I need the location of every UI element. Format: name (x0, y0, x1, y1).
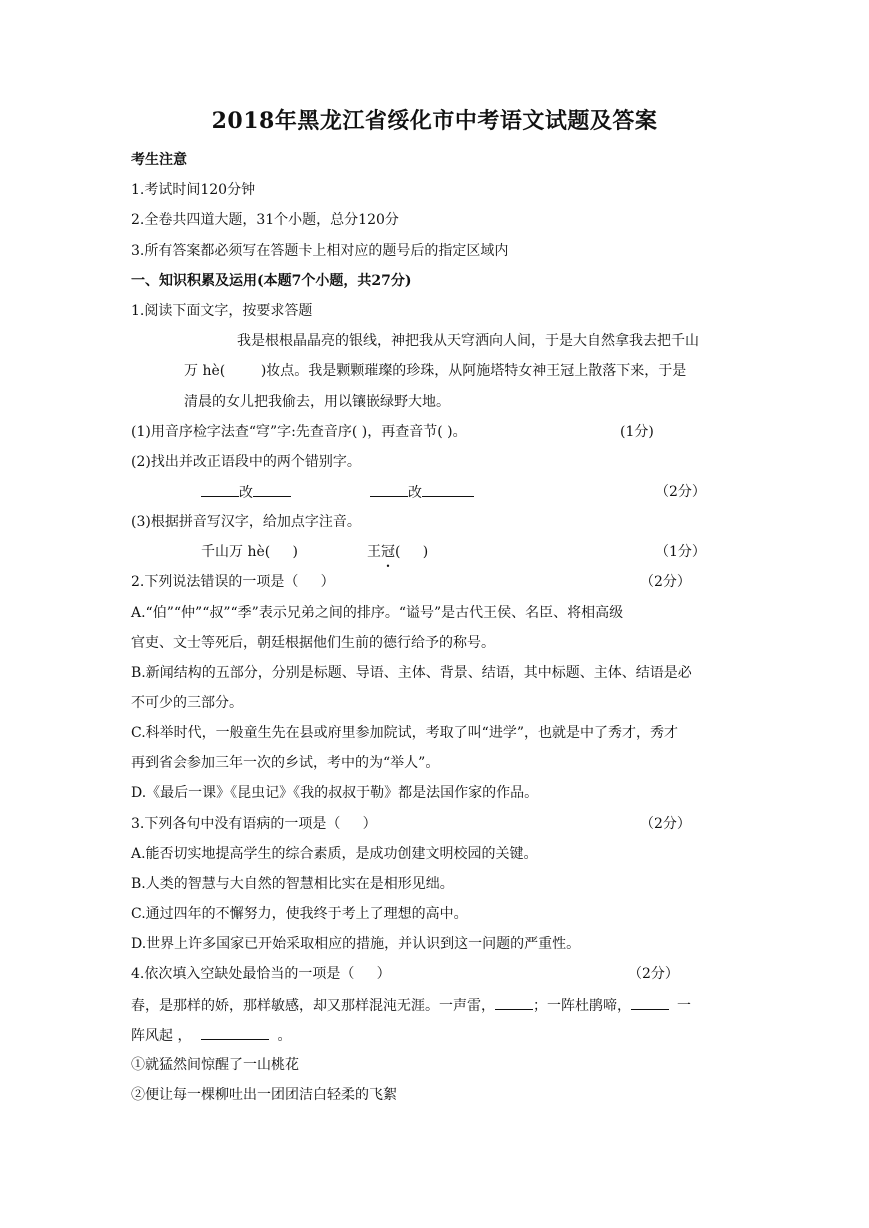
correction-blank-2 (370, 482, 474, 503)
q4-option: ②便让每一棵柳吐出一团团洁白轻柔的飞絮 (131, 1087, 397, 1103)
fill-blank (201, 1025, 269, 1040)
gai-label: 改 (408, 485, 422, 501)
q4-text-part: 春，是那样的娇，那样敏感，却又那样混沌无涯。一声雷， (131, 998, 495, 1014)
q4-text-part: ；一阵杜鹃啼， (533, 998, 631, 1014)
blank-line (201, 482, 239, 497)
q3-score: （2分） (640, 816, 691, 832)
q4-option: ①就猛然间惊醒了一山桃花 (131, 1057, 299, 1073)
q4-score: （2分） (628, 966, 679, 982)
correction-blank-1 (201, 482, 291, 503)
notice-heading: 考生注意 (131, 152, 187, 168)
q1-sub1: (1)用音序检字法查“穹”字:先查音序( )，再查音节( )。 (131, 424, 467, 440)
section-heading: 一、知识积累及运用(本题7个小题，共27分) (131, 273, 412, 289)
blank-line (422, 482, 474, 497)
dotted-char: 冠 (381, 544, 395, 560)
notice-item: 2.全卷共四道大题，31个小题，总分120分 (131, 212, 399, 228)
q3-option: C.通过四年的不懈努力，使我终于考上了理想的高中。 (131, 906, 468, 922)
passage-line: 我是根根晶晶亮的银线，神把我从天穹洒向人间，于是大自然拿我去把千山 (237, 333, 699, 349)
page-title: 2018年黑龙江省绥化市中考语文试题及答案 (211, 108, 658, 134)
q4-text-part: 。 (277, 1028, 292, 1044)
blank-line (370, 482, 408, 497)
q3-option: D.世界上许多国家已开始采取相应的措施，并认识到这一问题的严重性。 (131, 936, 581, 952)
question-2-stem: 2.下列说法错误的一项是（ ） (131, 574, 335, 590)
q1-sub3-a: 千山万 hè( ) (201, 544, 298, 560)
q4-text-part: 阵风起 ， (131, 1028, 192, 1044)
q4-text-line-2 (131, 1025, 291, 1046)
blank-line (253, 482, 291, 497)
q1-sub3: (3)根据拼音写汉字，给加点字注音。 (131, 514, 361, 530)
question-1-stem: 1.阅读下面文字，按要求答题 (131, 303, 313, 319)
q4-text-part: 一 (677, 998, 691, 1014)
q1-sub1-score: (1分) (620, 424, 654, 440)
q2-line: 再到省会参加三年一次的乡试，考中的为“举人”。 (131, 755, 440, 771)
q3-option: A.能否切实地提高学生的综合素质，是成功创建文明校园的关键。 (131, 846, 538, 862)
q2-score: （2分） (640, 574, 691, 590)
q2-line: B.新闻结构的五部分，分别是标题、导语、主体、背景、结语，其中标题、主体、结语是必 (131, 665, 692, 681)
q3-option: B.人类的智慧与大自然的智慧相比实在是相形见绌。 (131, 876, 454, 892)
q4-text-line-1 (131, 995, 691, 1016)
notice-item: 3.所有答案都必须写在答题卡上相对应的题号后的指定区域内 (131, 243, 509, 259)
fill-blank (631, 995, 669, 1010)
q2-line: 官吏、文士等死后，朝廷根据他们生前的德行给予的称号。 (131, 635, 495, 651)
q1-sub2-score: （2分） (655, 484, 706, 500)
q2-line: C.科举时代，一般童生先在县或府里参加院试，考取了叫“进学”，也就是中了秀才，秀才 (131, 725, 678, 741)
fill-blank (495, 995, 533, 1010)
passage-line: 清晨的女儿把我偷去，用以镶嵌绿野大地。 (184, 394, 450, 410)
q1-sub3-b (367, 542, 428, 562)
passage-line: 万 hè( )妆点。我是颗颗璀璨的珍珠，从阿施塔特女神王冠上散落下来，于是 (184, 363, 687, 379)
q2-line: 不可少的三部分。 (131, 695, 243, 711)
notice-item: 1.考试时间120分钟 (131, 182, 256, 198)
gai-label: 改 (239, 485, 253, 501)
q2-line: A.“伯”“仲”“叔”“季”表示兄弟之间的排序。“谥号”是古代王侯、名臣、将相高级 (131, 605, 624, 621)
question-3-stem: 3.下列各句中没有语病的一项是（ ） (131, 816, 377, 832)
q2-line: D.《最后一课》《昆虫记》《我的叔叔于勒》都是法国作家的作品。 (131, 785, 539, 801)
q1-sub3-b-pre: 王 (367, 544, 381, 560)
q1-sub3-b-post: ( ) (395, 544, 429, 560)
q1-sub2: (2)找出并改正语段中的两个错别字。 (131, 454, 361, 470)
q1-sub3-score: （1分） (655, 544, 706, 560)
question-4-stem: 4.依次填入空缺处最恰当的一项是（ ） (131, 966, 391, 982)
